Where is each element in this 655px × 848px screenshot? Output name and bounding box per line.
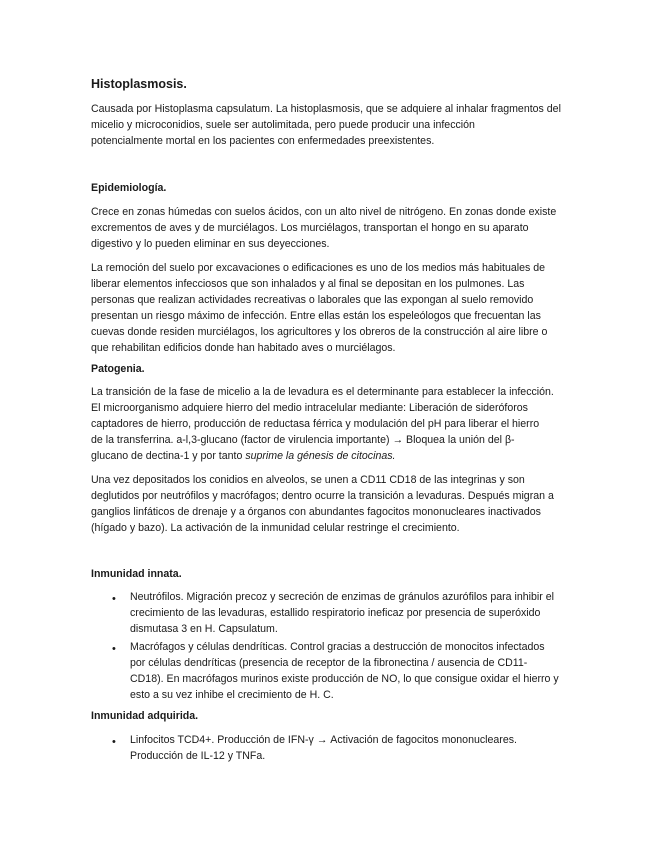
text-line: captadores de hierro, producción de reductasa férrica y modulación del pH para liberar el hierro [91, 418, 540, 430]
text-line: Producción de IL-12 y TNFa. [130, 750, 266, 762]
text-line: deglutidos por neutrófilos y macrófagos; dentro ocurre la transición a levaduras. Después migran a [91, 490, 554, 502]
list-item [91, 639, 569, 703]
list-item [91, 732, 569, 764]
text-line: Linfocitos TCD4+. Producción de IFN-γ → Activación de fagocitos mononucleares. [130, 734, 517, 746]
text-line: Una vez depositados los conidios en alveolos, se unen a CD11 CD18 de las integrinas y son [91, 474, 525, 486]
bullet-icon: • [112, 643, 116, 655]
text-line: digestivo y lo pueden eliminar en sus deyecciones. [91, 238, 330, 250]
text-line: potencialmente mortal en los pacientes con enfermedades preexistentes. [91, 135, 435, 147]
text-line: presentan un riesgo máximo de infección. Entre ellas están los espeleólogos que frecuentan las [91, 310, 541, 322]
text-line: (hígado y bazo). La activación de la inmunidad celular restringe el crecimiento. [91, 522, 460, 534]
text-line: La transición de la fase de micelio a la de levadura es el determinante para establecer la infección. [91, 386, 554, 398]
text-line: personas que realizan actividades recreativas o laborales que las expongan al suelo removido [91, 294, 534, 306]
patogenia-paragraph-2 [91, 472, 569, 536]
innata-bullet-list [91, 589, 569, 705]
text-line [91, 448, 569, 464]
text-line: CD18). En macrófagos murinos existe producción de NO, lo que consigue oxidar el hierro y [130, 673, 559, 685]
text-line: liberar elementos infecciosos que son inhalados y al final se depositan en los pulmones. Las [91, 278, 525, 290]
text-line: dismutasa 3 en H. Capsulatum. [130, 623, 278, 635]
text-line: Crece en zonas húmedas con suelos ácidos, con un alto nivel de nitrógeno. En zonas donde existe [91, 206, 557, 218]
patogenia-paragraph-1 [91, 384, 569, 464]
text-line: de la transferrina. a-l,3-glucano (factor de virulencia importante) → Bloquea la unión del β- [91, 434, 515, 446]
section-heading-inmunidad-innata: Inmunidad innata. [91, 568, 182, 580]
text-line: que rehabilitan edificios donde han habitado aves o murciélagos. [91, 342, 396, 354]
text-line: Neutrófilos. Migración precoz y secreción de enzimas de gránulos azurófilos para inhibir el [130, 591, 554, 603]
bullet-icon: • [112, 736, 116, 748]
intro-paragraph [91, 101, 569, 149]
list-item [91, 589, 569, 637]
text-line: crecimiento de las levaduras, estallido respiratorio ineficaz por presencia de superóxido [130, 607, 541, 619]
italic-text: suprime la génesis de citocinas. [245, 450, 396, 462]
text-line: por células dendríticas (presencia de receptor de la fibronectina / ausencia de CD11- [130, 657, 528, 669]
section-heading-patogenia: Patogenia. [91, 363, 145, 375]
epidemiologia-paragraph-2 [91, 260, 569, 356]
text-line: ganglios linfáticos de drenaje y a órganos con abundantes fagocitos mononucleares inactivados [91, 506, 541, 518]
adquirida-bullet-list [91, 732, 569, 766]
text-line: micelio y microconidios, suele ser autolimitada, pero puede producir una infección [91, 119, 475, 131]
section-heading-inmunidad-adquirida: Inmunidad adquirida. [91, 710, 199, 722]
text-line: cuevas donde residen murciélagos, los agricultores y los obreros de la construcción al aire libre o [91, 326, 548, 338]
epidemiologia-paragraph-1 [91, 204, 569, 252]
text-line: Macrófagos y células dendríticas. Control gracias a destrucción de monocitos infectados [130, 641, 545, 653]
text-line: El microorganismo adquiere hierro del medio intracelular mediante: Liberación de sideróforos [91, 402, 528, 414]
section-heading-epidemiologia: Epidemiología. [91, 182, 167, 194]
document-title: Histoplasmosis. [91, 77, 187, 91]
text-line: esto a su vez inhibe el crecimiento de H. C. [130, 689, 334, 701]
bullet-icon: • [112, 593, 116, 605]
text-line: Causada por Histoplasma capsulatum. La histoplasmosis, que se adquiere al inhalar fragmentos del [91, 103, 561, 115]
text-line: La remoción del suelo por excavaciones o edificaciones es uno de los medios más habituales de [91, 262, 546, 274]
text-fragment: glucano de dectina-1 y por tanto [91, 450, 246, 462]
text-line: excrementos de aves y de murciélagos. Los murciélagos, transportan el hongo en su aparato [91, 222, 529, 234]
